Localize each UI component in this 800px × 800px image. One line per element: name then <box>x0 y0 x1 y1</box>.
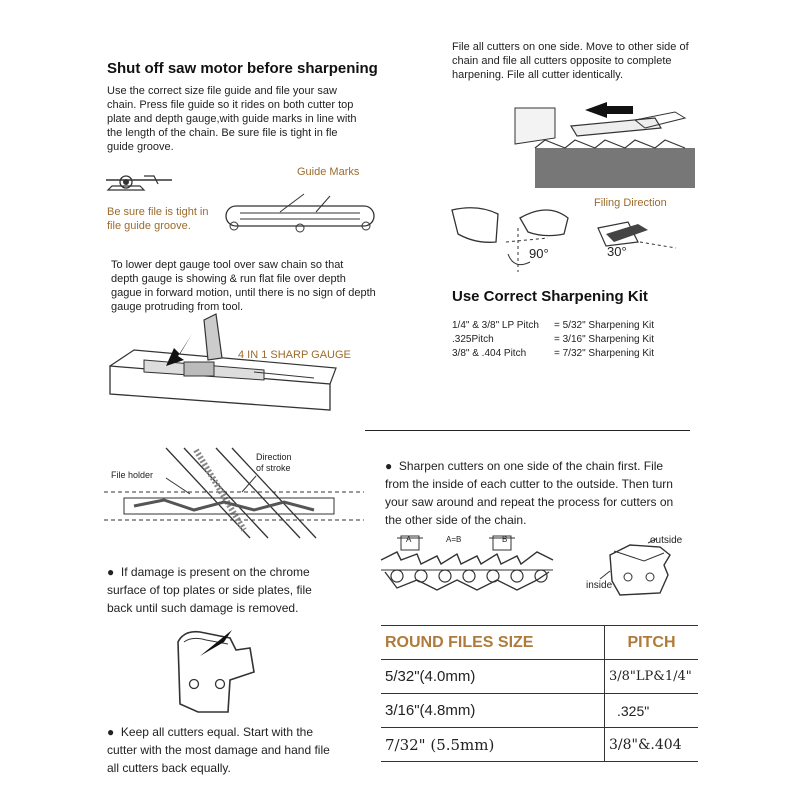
sharp-gauge-illustration <box>104 310 344 420</box>
kit-size: = 5/32" Sharpening Kit <box>554 320 655 331</box>
kit-pitch: 3/8" & .404 Pitch <box>452 348 527 359</box>
sharpen-line <box>385 457 705 475</box>
equal-line: all cutters back equally. <box>107 761 231 775</box>
file-guide-illustration <box>104 168 174 198</box>
depth-line: gauge protruding from tool. <box>111 301 244 313</box>
pitch-cell: 3/8"&.404 <box>605 728 699 762</box>
direction-label <box>256 452 292 474</box>
file-all-text <box>452 40 712 82</box>
intro-text <box>107 84 387 154</box>
header-round-files-size: ROUND FILES SIZE <box>381 626 605 660</box>
depth-line: depth gauge is showing & run flat file over depth <box>111 273 346 285</box>
tight-note-line: file guide groove. <box>107 220 191 232</box>
sharp-gauge-label: 4 IN 1 SHARP GAUGE <box>238 349 351 361</box>
damage-text <box>107 563 367 617</box>
sharpen-line: your saw around and repeat the process for cutters on <box>385 495 674 509</box>
bullet-icon: ● <box>385 459 399 473</box>
chain-side-illustration <box>377 530 557 600</box>
cutter-illustration <box>170 620 270 720</box>
intro-line: plate and depth gauge,with guide marks in line with <box>107 113 357 125</box>
tight-note-line: Be sure file is tight in <box>107 206 209 218</box>
outside-label: outside <box>650 535 683 546</box>
guide-marks-label: Guide Marks <box>297 166 360 178</box>
sharpening-title: Shut off saw motor before sharpening <box>107 60 378 77</box>
damage-line: back until such damage is removed. <box>107 601 299 615</box>
pitch-cell: .325" <box>605 694 699 728</box>
angle-30-label: 30° <box>607 244 627 259</box>
filing-direction-label: Filing Direction <box>594 197 667 209</box>
sharpen-line: from the inside of each cutter to the outside. Then turn <box>385 477 673 491</box>
sharpen-text <box>385 457 705 529</box>
label-ab: A=B <box>446 535 462 544</box>
kit-table <box>452 320 692 362</box>
round-files-table <box>381 625 698 762</box>
depth-line: To lower dept gauge tool over saw chain so that <box>111 259 344 271</box>
inside-label: inside <box>586 580 613 591</box>
kit-title: Use Correct Sharpening Kit <box>452 288 648 305</box>
equal-line-text: Keep all cutters equal. Start with the <box>120 725 314 739</box>
file-size-cell: 5/32"(4.0mm) <box>381 660 605 694</box>
kit-size: = 3/16" Sharpening Kit <box>554 334 655 345</box>
intro-line: guide groove. <box>107 141 174 153</box>
kit-row <box>452 334 692 348</box>
intro-line: the length of the chain. Be sure file is tight in fle <box>107 127 338 139</box>
section-divider <box>365 430 690 431</box>
label-a: A <box>406 535 412 544</box>
label-b: B <box>502 535 508 544</box>
guide-marks-illustration <box>220 190 380 240</box>
table-row <box>381 728 698 762</box>
pitch-cell: 3/8"LP&1/4" <box>605 660 699 694</box>
kit-pitch: .325Pitch <box>452 334 494 345</box>
file-holder-label: File holder <box>111 470 154 480</box>
kit-row <box>452 348 692 362</box>
file-line: harpening. File all cutter identically. <box>452 69 623 81</box>
tight-note <box>107 205 209 233</box>
bullet-icon: ● <box>107 725 121 739</box>
file-size-cell: 7/32" (5.5mm) <box>381 728 605 762</box>
angle-90-label: 90° <box>529 246 549 261</box>
sharpen-line-text: Sharpen cutters on one side of the chain first. File <box>398 459 664 473</box>
equal-line <box>107 723 367 741</box>
kit-row <box>452 320 692 334</box>
file-size-cell: 3/16"(4.8mm) <box>381 694 605 728</box>
table-row <box>381 694 698 728</box>
table-header-row <box>381 626 698 660</box>
kit-pitch: 1/4" & 3/8" LP Pitch <box>452 320 539 331</box>
direction-line: of stroke <box>256 463 291 473</box>
depth-gauge-text <box>111 258 391 314</box>
equal-text <box>107 723 367 777</box>
equal-line: cutter with the most damage and hand file <box>107 743 330 757</box>
damage-line: surface of top plates or side plates, file <box>107 583 312 597</box>
damage-line-text: If damage is present on the chrome <box>120 565 310 579</box>
depth-line: gague in forward motion, until there is no sign of depth <box>111 287 376 299</box>
bullet-icon: ● <box>107 565 121 579</box>
kit-size: = 7/32" Sharpening Kit <box>554 348 655 359</box>
table-row <box>381 660 698 694</box>
file-holder-illustration <box>104 448 364 538</box>
sharpen-line: the other side of the chain. <box>385 513 527 527</box>
direction-line: Direction <box>256 452 292 462</box>
intro-line: Use the correct size file guide and file your saw <box>107 85 337 97</box>
file-line: File all cutters on one side. Move to other side of <box>452 41 689 53</box>
filing-chain-illustration <box>515 88 695 188</box>
angle-illustration <box>448 198 688 278</box>
header-pitch: PITCH <box>605 626 699 660</box>
file-line: chain and file all cutters opposite to complete <box>452 55 672 67</box>
damage-line <box>107 563 367 581</box>
intro-line: chain. Press file guide so it rides on both cutter top <box>107 99 354 111</box>
